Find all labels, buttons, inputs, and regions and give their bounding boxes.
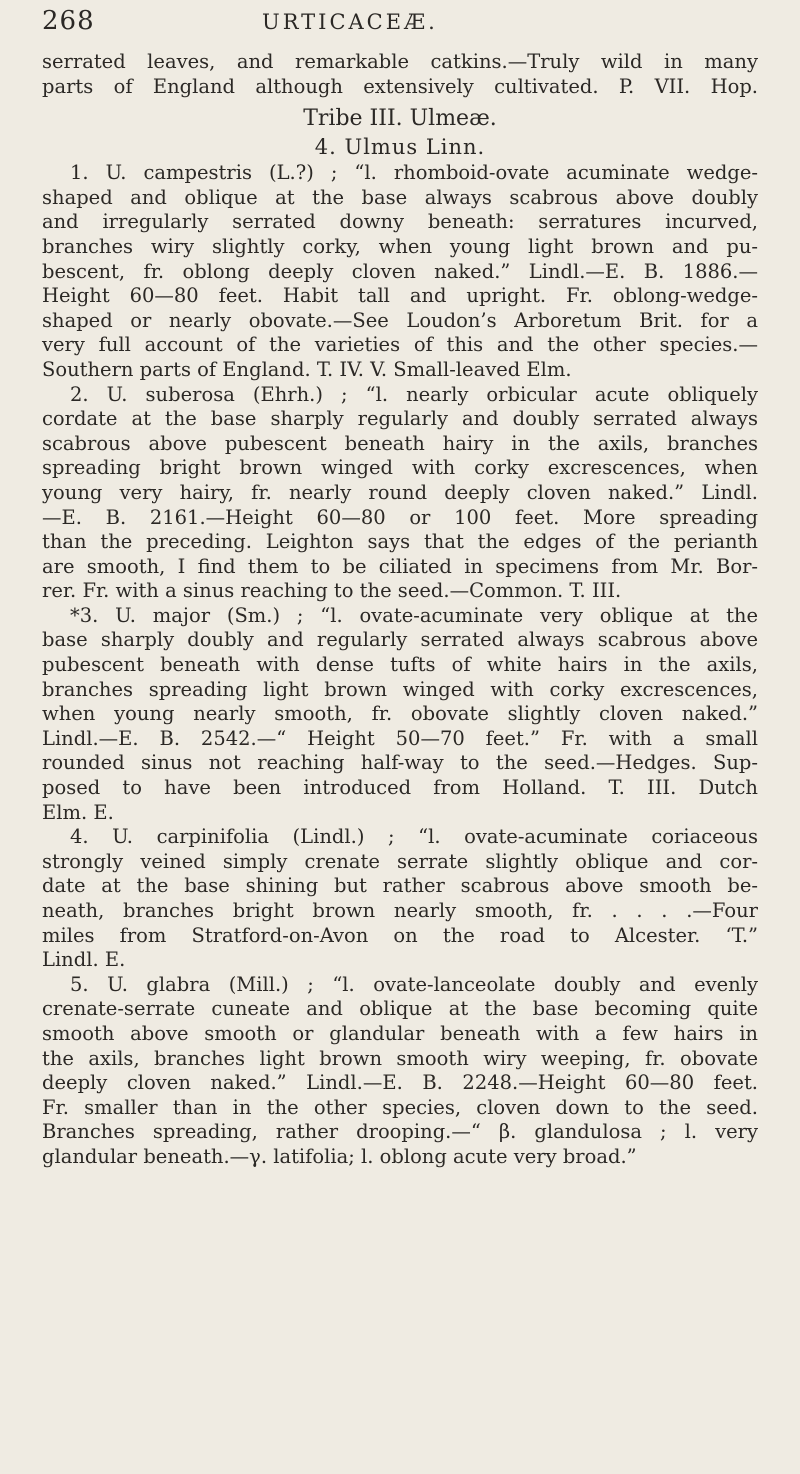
text-line: date at the base shining but rather scabrous above smooth be- bbox=[42, 874, 758, 898]
text-line: crenate-serrate cuneate and oblique at the base becoming quite bbox=[42, 997, 758, 1021]
text-line: glandular beneath.—γ. latifolia; l. oblong acute very broad.” bbox=[42, 1144, 637, 1168]
text-line: pubescent beneath with dense tufts of white hairs in the axils, bbox=[42, 653, 758, 677]
text-line: base sharply doubly and regularly serrated always scabrous above bbox=[42, 628, 758, 652]
species-list bbox=[42, 161, 758, 1169]
text-line: when young nearly smooth, fr. obovate slightly cloven naked.” bbox=[42, 702, 758, 726]
text-line: very full account of the varieties of this and the other species.— bbox=[42, 333, 758, 357]
species-entry bbox=[42, 973, 758, 1170]
page-number: 268 bbox=[42, 6, 95, 36]
running-head: URTICACEÆ. bbox=[262, 10, 438, 34]
text-line: 4. U. carpinifolia (Lindl.) ; “l. ovate-acuminate coriaceous bbox=[70, 825, 758, 849]
species-entry bbox=[42, 825, 758, 973]
text-line: branches spreading light brown winged with corky excrescences, bbox=[42, 677, 758, 701]
text-line: Fr. smaller than in the other species, cloven down to the seed. bbox=[42, 1095, 758, 1119]
text-line: branches wiry slightly corky, when young light brown and pu- bbox=[42, 234, 758, 258]
text-line: 5. U. glabra (Mill.) ; “l. ovate-lanceolate doubly and evenly bbox=[70, 972, 758, 996]
text-line: spreading bright brown winged with corky excrescences, when bbox=[42, 456, 758, 480]
tribe-heading: Tribe III. Ulmeæ. bbox=[303, 106, 497, 132]
text-line: scabrous above pubescent beneath hairy in the axils, branches bbox=[42, 431, 758, 455]
text-line: Elm. E. bbox=[42, 800, 114, 824]
text-line: Lindl.—E. B. 2542.—“ Height 50—70 feet.” Fr. with a small bbox=[42, 726, 758, 750]
text-line: parts of England although extensively cultivated. P. VII. Hop. bbox=[42, 74, 758, 98]
page-header bbox=[42, 6, 758, 46]
text-line: Southern parts of England. T. IV. V. Small-leaved Elm. bbox=[42, 357, 572, 381]
text-line: shaped or nearly obovate.—See Loudon’s Arboretum Brit. for a bbox=[42, 308, 758, 332]
text-line: the axils, branches light brown smooth wiry weeping, fr. obovate bbox=[42, 1046, 758, 1070]
text-line: bescent, fr. oblong deeply cloven naked.” Lindl.—E. B. 1886.— bbox=[42, 259, 758, 283]
text-line: smooth above smooth or glandular beneath with a few hairs in bbox=[42, 1021, 758, 1045]
text-line: rer. Fr. with a sinus reaching to the seed.—Common. T. III. bbox=[42, 579, 622, 603]
text-line: —E. B. 2161.—Height 60—80 or 100 feet. More spreading bbox=[42, 505, 758, 529]
text-line: neath, branches bright brown nearly smooth, fr. . . . .—Four bbox=[42, 899, 758, 922]
text-line: are smooth, I find them to be ciliated in specimens from Mr. Bor- bbox=[42, 554, 758, 578]
text-line: 1. U. campestris (L.?) ; “l. rhomboid-ovate acuminate wedge- bbox=[70, 161, 758, 185]
text-line: Lindl. E. bbox=[42, 948, 126, 972]
text-line: shaped and oblique at the base always scabrous above doubly bbox=[42, 185, 758, 209]
text-line: cordate at the base sharply regularly and doubly serrated always bbox=[42, 407, 758, 431]
text-line: strongly veined simply crenate serrate slightly oblique and cor- bbox=[42, 849, 758, 873]
text-line: serrated leaves, and remarkable catkins.—Truly wild in many bbox=[42, 50, 758, 73]
text-line: Branches spreading, rather drooping.—“ β. glandulosa ; l. very bbox=[42, 1120, 758, 1144]
text-line: posed to have been introduced from Holland. T. III. Dutch bbox=[42, 776, 758, 800]
text-line: than the preceding. Leighton says that the edges of the perianth bbox=[42, 530, 758, 554]
text-line: 2. U. suberosa (Ehrh.) ; “l. nearly orbicular acute obliquely bbox=[70, 382, 758, 406]
text-line: young very hairy, fr. nearly round deeply cloven naked.” Lindl. bbox=[42, 480, 758, 504]
species-entry bbox=[42, 161, 758, 382]
species-entry bbox=[42, 383, 758, 604]
text-line: *3. U. major (Sm.) ; “l. ovate-acuminate very oblique at the bbox=[70, 603, 758, 627]
genus-heading: 4. Ulmus Linn. bbox=[314, 135, 486, 160]
body-text bbox=[42, 50, 758, 1170]
text-line: rounded sinus not reaching half-way to the seed.—Hedges. Sup- bbox=[42, 751, 758, 775]
text-line: and irregularly serrated downy beneath: serratures incurved, bbox=[42, 210, 758, 234]
text-line: miles from Stratford-on-Avon on the road to Alcester. ‘T.” bbox=[42, 923, 758, 947]
text-line: Height 60—80 feet. Habit tall and upright. Fr. oblong-wedge- bbox=[42, 284, 758, 308]
text-line: deeply cloven naked.” Lindl.—E. B. 2248.—Height 60—80 feet. bbox=[42, 1071, 758, 1095]
species-entry bbox=[42, 604, 758, 825]
